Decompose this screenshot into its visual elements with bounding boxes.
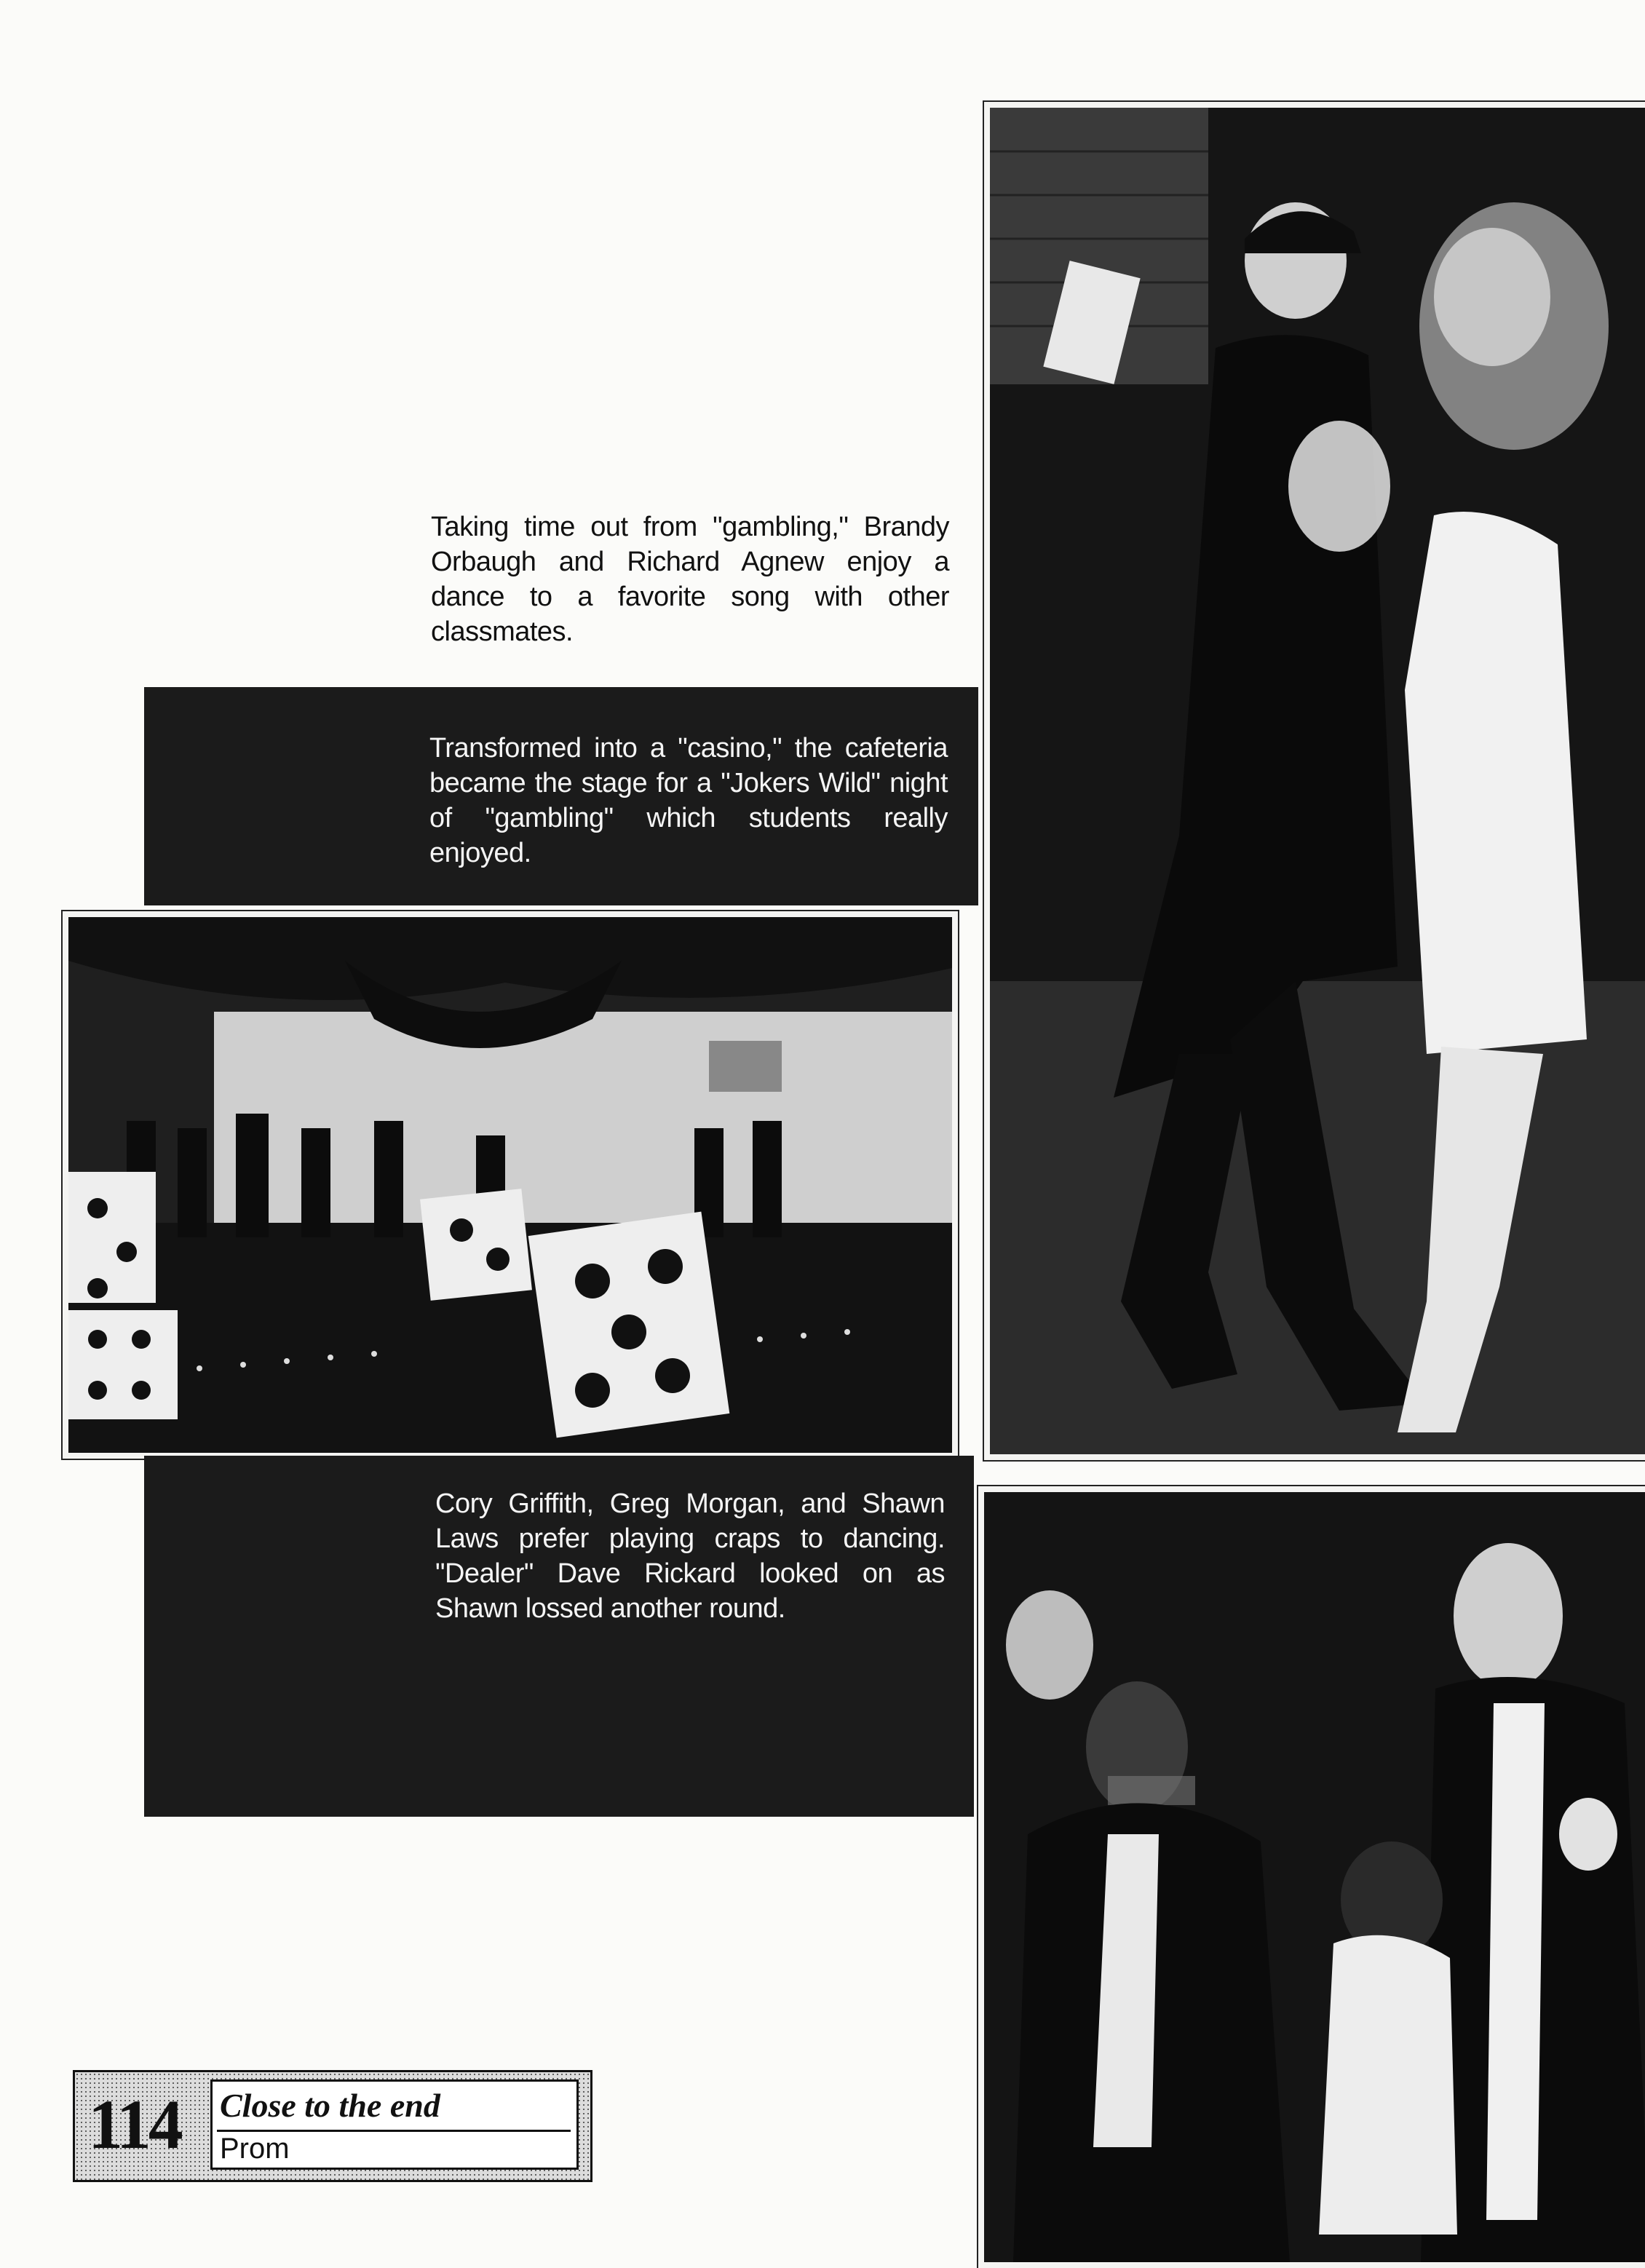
dancing-couple-image	[990, 108, 1645, 1454]
folio-title: Close to the end	[220, 2087, 440, 2124]
folio-section: Prom	[220, 2133, 290, 2165]
folio-title-box	[210, 2079, 579, 2170]
photo-dancing-couple	[984, 102, 1645, 1460]
caption-dancing-couple: Taking time out from "gambling," Brandy Orbaugh and Richard Agnew enjoy a dance to a favorite song with other classmates.	[431, 512, 949, 647]
folio-divider	[217, 2130, 571, 2132]
page-number: 114	[88, 2085, 181, 2163]
photo-craps-players	[978, 1486, 1645, 2268]
page-folio	[73, 2070, 592, 2182]
casino-cafeteria-image	[68, 917, 952, 1453]
photo-casino-cafeteria	[63, 911, 958, 1459]
craps-players-image	[984, 1492, 1645, 2262]
caption-casino: Transformed into a "casino," the cafeteria became the stage for a "Jokers Wild" night of "gambling" which students really enjoyed.	[429, 733, 948, 868]
caption-craps: Cory Griffith, Greg Morgan, and Shawn Laws prefer playing craps to dancing. "Dealer" Dave Rickard looked on as Shawn lossed another round.	[435, 1488, 945, 1624]
